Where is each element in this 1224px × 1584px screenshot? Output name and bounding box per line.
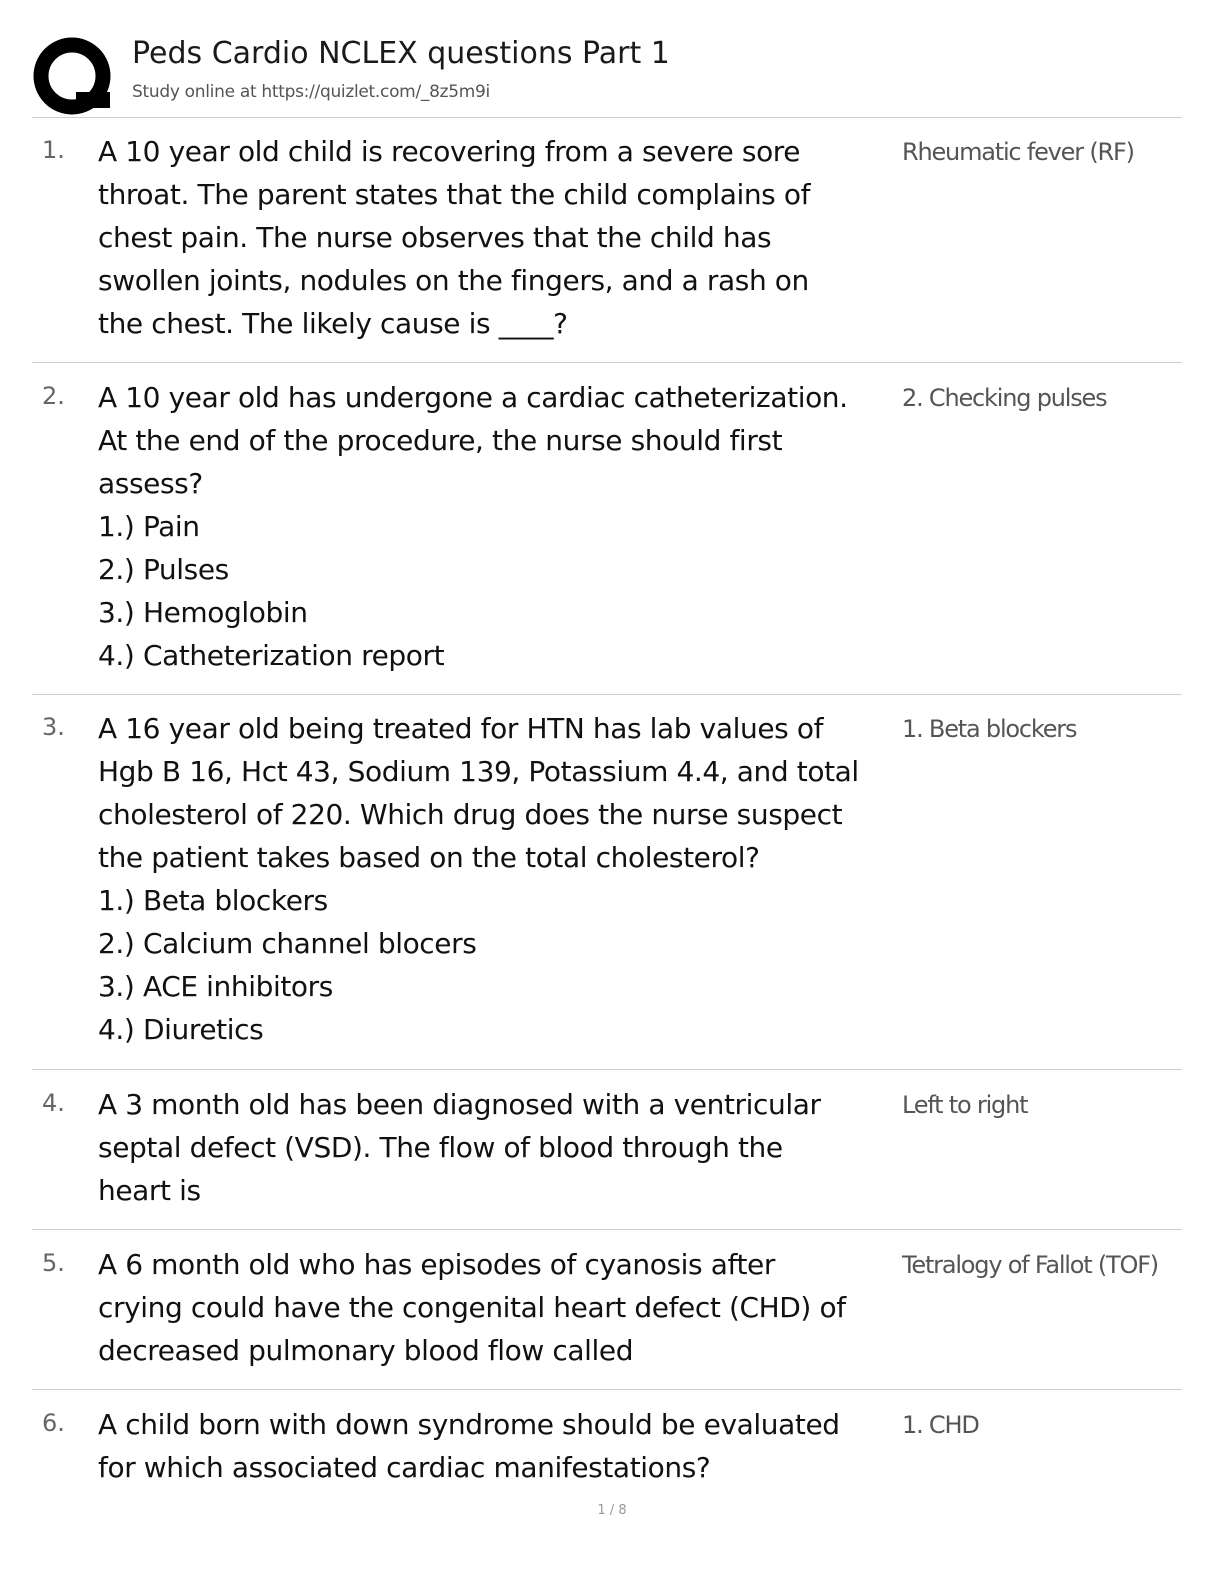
page-number: 1 / 8 xyxy=(597,1503,627,1518)
card-question xyxy=(98,707,898,1051)
page-header xyxy=(32,32,1182,118)
flashcard xyxy=(32,130,1182,350)
card-question xyxy=(98,1403,898,1489)
card-divider xyxy=(32,694,1182,695)
card-divider xyxy=(32,362,1182,363)
card-answer: Rheumatic fever (RF) xyxy=(902,138,1134,166)
flashcard xyxy=(32,376,1182,682)
header-divider xyxy=(32,117,1182,118)
card-number: 1. xyxy=(42,136,65,164)
study-online-link[interactable]: Study online at https://quizlet.com/_8z5m9i xyxy=(132,82,490,102)
question-line: chest pain. The nurse observes that the child has xyxy=(98,221,772,254)
question-line: heart is xyxy=(98,1174,201,1207)
question-line: Hgb B 16, Hct 43, Sodium 139, Potassium 4.4, and total xyxy=(98,755,859,788)
card-divider xyxy=(32,1069,1182,1070)
question-line: crying could have the congenital heart defect (CHD) of xyxy=(98,1291,846,1324)
flashcard xyxy=(32,707,1182,1057)
card-question xyxy=(98,1243,898,1372)
card-answer: Tetralogy of Fallot (TOF) xyxy=(902,1251,1158,1279)
question-line: swollen joints, nodules on the fingers, and a rash on xyxy=(98,264,809,297)
question-line: 2.) Pulses xyxy=(98,553,229,586)
card-question xyxy=(98,130,898,345)
question-line: cholesterol of 220. Which drug does the nurse suspect xyxy=(98,798,843,831)
question-line: A child born with down syndrome should be evaluated xyxy=(98,1408,840,1441)
question-line: for which associated cardiac manifestations? xyxy=(98,1451,711,1484)
card-number: 2. xyxy=(42,382,65,410)
question-line: A 10 year old child is recovering from a severe sore xyxy=(98,135,801,168)
question-line: 1.) Beta blockers xyxy=(98,884,328,917)
card-number: 6. xyxy=(42,1409,65,1437)
card-divider xyxy=(32,1229,1182,1230)
question-line: A 3 month old has been diagnosed with a ventricular xyxy=(98,1088,821,1121)
question-line: At the end of the procedure, the nurse should first xyxy=(98,424,783,457)
card-number: 3. xyxy=(42,713,65,741)
card-question xyxy=(98,1083,898,1212)
flashcard xyxy=(32,1243,1182,1377)
card-answer: 2. Checking pulses xyxy=(902,384,1107,412)
flashcard xyxy=(32,1083,1182,1217)
card-divider xyxy=(32,1389,1182,1390)
question-line: 3.) Hemoglobin xyxy=(98,596,308,629)
flashcard xyxy=(32,1403,1182,1495)
question-line: A 6 month old who has episodes of cyanosis after xyxy=(98,1248,775,1281)
card-question xyxy=(98,376,898,677)
quizlet-logo-icon xyxy=(32,36,116,120)
question-line: the patient takes based on the total cholesterol? xyxy=(98,841,760,874)
card-answer: 1. CHD xyxy=(902,1411,979,1439)
card-number: 5. xyxy=(42,1249,65,1277)
question-line: decreased pulmonary blood flow called xyxy=(98,1334,634,1367)
question-line: 1.) Pain xyxy=(98,510,200,543)
question-line: 3.) ACE inhibitors xyxy=(98,970,333,1003)
card-answer: 1. Beta blockers xyxy=(902,715,1077,743)
question-line: 2.) Calcium channel blocers xyxy=(98,927,477,960)
question-line: the chest. The likely cause is ____? xyxy=(98,307,568,340)
question-line: A 16 year old being treated for HTN has lab values of xyxy=(98,712,824,745)
question-line: throat. The parent states that the child complains of xyxy=(98,178,811,211)
question-line: A 10 year old has undergone a cardiac catheterization. xyxy=(98,381,848,414)
question-line: 4.) Diuretics xyxy=(98,1013,264,1046)
question-line: assess? xyxy=(98,467,203,500)
card-answer: Left to right xyxy=(902,1091,1028,1119)
card-number: 4. xyxy=(42,1089,65,1117)
page-title: Peds Cardio NCLEX questions Part 1 xyxy=(132,36,670,71)
question-line: 4.) Catheterization report xyxy=(98,639,445,672)
question-line: septal defect (VSD). The flow of blood through the xyxy=(98,1131,783,1164)
